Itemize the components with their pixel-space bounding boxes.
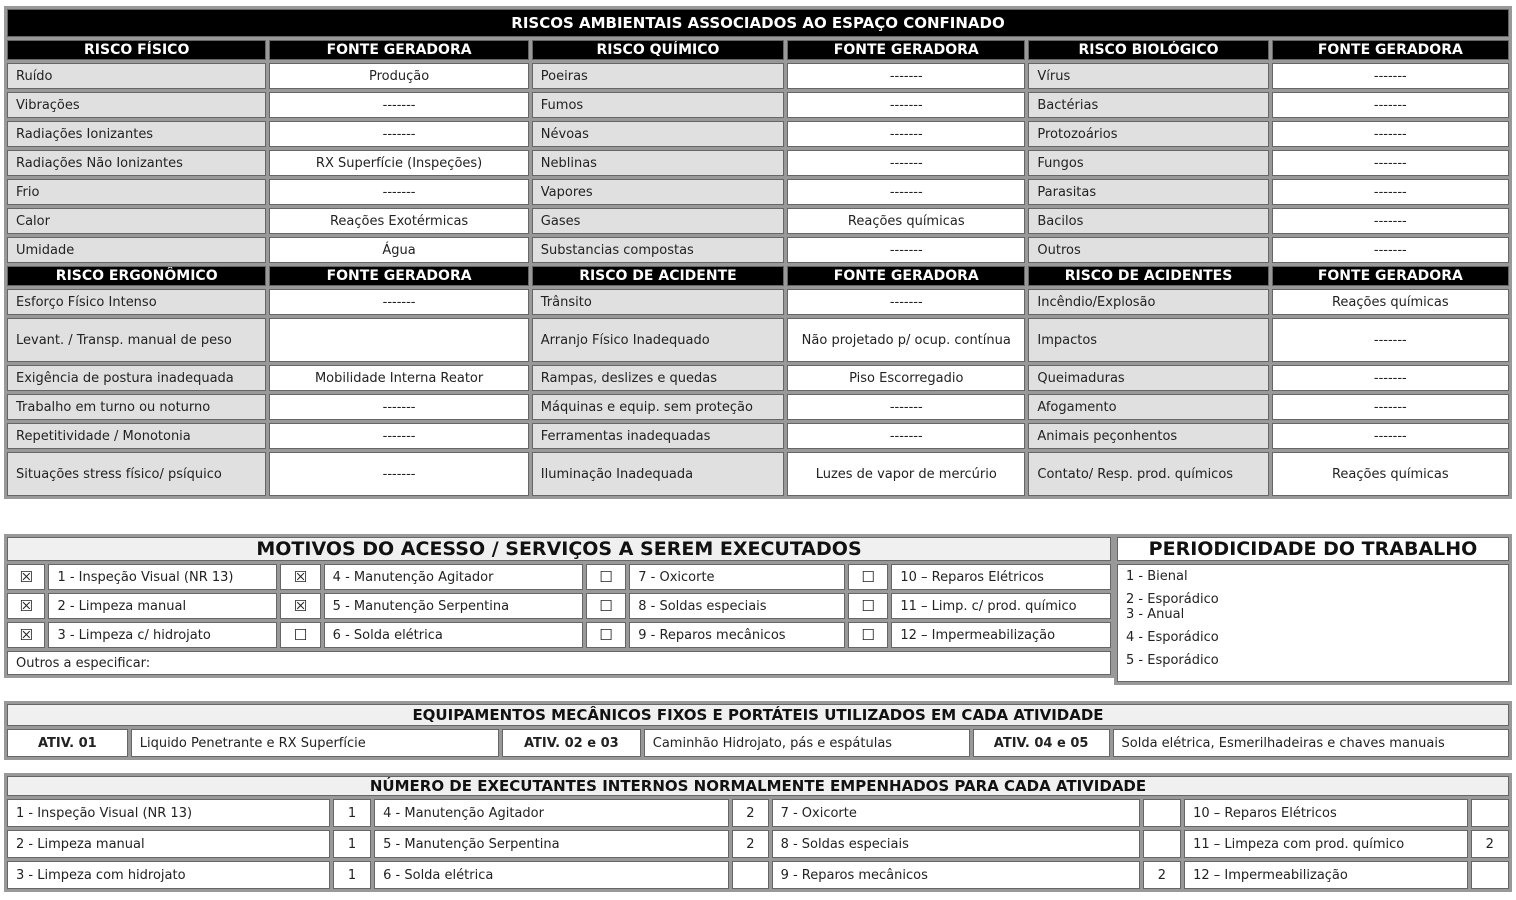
checkbox-checked[interactable]: ☒ bbox=[7, 622, 45, 648]
service-label: 1 - Inspeção Visual (NR 13) bbox=[48, 564, 277, 590]
risco-cell: Outros bbox=[1028, 237, 1268, 263]
fonte-cell: Água bbox=[269, 237, 528, 263]
activity-label: 4 - Manutenção Agitador bbox=[374, 799, 729, 827]
risco-cell: Exigência de postura inadequada bbox=[7, 365, 266, 391]
activity-label: 3 - Limpeza com hidrojato bbox=[7, 861, 330, 889]
column-header: FONTE GERADORA bbox=[787, 266, 1025, 286]
periodicidade-item: 1 - Bienal bbox=[1126, 569, 1188, 584]
activity-label: 10 – Reparos Elétricos bbox=[1184, 799, 1467, 827]
equipamentos-table bbox=[4, 701, 1512, 760]
risco-cell: Rampas, deslizes e quedas bbox=[532, 365, 784, 391]
risco-cell: Poeiras bbox=[532, 63, 784, 89]
checkbox-unchecked[interactable]: ☐ bbox=[848, 622, 888, 648]
table-row bbox=[7, 830, 1509, 858]
checkbox-checked[interactable]: ☒ bbox=[7, 564, 45, 590]
risco-cell: Fumos bbox=[532, 92, 784, 118]
fonte-cell: ------- bbox=[1272, 208, 1509, 234]
table-row bbox=[7, 861, 1509, 889]
periodicidade-table bbox=[1114, 534, 1512, 685]
table-row bbox=[7, 208, 1509, 234]
activity-label: 12 – Impermeabilização bbox=[1184, 861, 1467, 889]
fonte-cell: ------- bbox=[787, 394, 1025, 420]
table-row bbox=[7, 121, 1509, 147]
ativ-label: ATIV. 01 bbox=[7, 729, 128, 757]
fonte-cell: Reações químicas bbox=[787, 208, 1025, 234]
table-row bbox=[7, 150, 1509, 176]
riscos-title: RISCOS AMBIENTAIS ASSOCIADOS AO ESPAÇO CONFINADO bbox=[7, 9, 1509, 37]
risco-cell: Contato/ Resp. prod. químicos bbox=[1028, 452, 1268, 496]
risco-cell: Impactos bbox=[1028, 318, 1268, 362]
service-label: 6 - Solda elétrica bbox=[324, 622, 583, 648]
risco-cell: Incêndio/Explosão bbox=[1028, 289, 1268, 315]
fonte-cell: ------- bbox=[1272, 365, 1509, 391]
service-label: 2 - Limpeza manual bbox=[48, 593, 277, 619]
activity-label: 8 - Soldas especiais bbox=[772, 830, 1140, 858]
risco-cell: Umidade bbox=[7, 237, 266, 263]
table-row bbox=[7, 289, 1509, 315]
periodicidade-list bbox=[1117, 564, 1509, 682]
risco-cell: Bacilos bbox=[1028, 208, 1268, 234]
fonte-cell: ------- bbox=[1272, 92, 1509, 118]
fonte-cell: ------- bbox=[787, 150, 1025, 176]
risco-cell: Névoas bbox=[532, 121, 784, 147]
outros-field[interactable]: Outros a especificar: bbox=[7, 651, 1111, 675]
service-label: 9 - Reparos mecânicos bbox=[629, 622, 845, 648]
executantes-title: NÚMERO DE EXECUTANTES INTERNOS NORMALMENTE EMPENHADOS PARA CADA ATIVIDADE bbox=[7, 776, 1509, 796]
risco-cell: Fungos bbox=[1028, 150, 1268, 176]
fonte-cell: RX Superfície (Inspeções) bbox=[269, 150, 528, 176]
checkbox-checked[interactable]: ☒ bbox=[280, 593, 320, 619]
executantes-count: 1 bbox=[333, 861, 371, 889]
table-row bbox=[7, 452, 1509, 496]
column-header: FONTE GERADORA bbox=[269, 266, 528, 286]
table-row bbox=[7, 365, 1509, 391]
fonte-cell: ------- bbox=[1272, 394, 1509, 420]
fonte-cell: ------- bbox=[787, 179, 1025, 205]
risco-cell: Repetitividade / Monotonia bbox=[7, 423, 266, 449]
executantes-table bbox=[4, 773, 1512, 892]
fonte-cell: ------- bbox=[1272, 63, 1509, 89]
table-row bbox=[7, 423, 1509, 449]
table-row bbox=[7, 318, 1509, 362]
fonte-cell: ------- bbox=[269, 92, 528, 118]
periodicidade-item: 3 - Anual bbox=[1126, 607, 1185, 622]
column-header: RISCO QUÍMICO bbox=[532, 40, 784, 60]
fonte-cell: Reações químicas bbox=[1272, 289, 1509, 315]
checkbox-unchecked[interactable]: ☐ bbox=[586, 593, 626, 619]
risco-cell: Trânsito bbox=[532, 289, 784, 315]
column-header: RISCO DE ACIDENTE bbox=[532, 266, 784, 286]
risco-cell: Parasitas bbox=[1028, 179, 1268, 205]
risco-cell: Queimaduras bbox=[1028, 365, 1268, 391]
activity-label: 5 - Manutenção Serpentina bbox=[374, 830, 729, 858]
risco-cell: Ferramentas inadequadas bbox=[532, 423, 784, 449]
checkbox-checked[interactable]: ☒ bbox=[7, 593, 45, 619]
fonte-cell: ------- bbox=[1272, 318, 1509, 362]
fonte-cell: Reações Exotérmicas bbox=[269, 208, 528, 234]
periodicidade-title: PERIODICIDADE DO TRABALHO bbox=[1117, 537, 1509, 561]
activity-label: 6 - Solda elétrica bbox=[374, 861, 729, 889]
fonte-cell: ------- bbox=[269, 394, 528, 420]
risco-cell: Vírus bbox=[1028, 63, 1268, 89]
fonte-cell: Mobilidade Interna Reator bbox=[269, 365, 528, 391]
table-row bbox=[7, 564, 1111, 590]
risco-cell: Calor bbox=[7, 208, 266, 234]
risco-cell: Máquinas e equip. sem proteção bbox=[532, 394, 784, 420]
motivos-title: MOTIVOS DO ACESSO / SERVIÇOS A SEREM EXECUTADOS bbox=[7, 537, 1111, 561]
risco-cell: Iluminação Inadequada bbox=[532, 452, 784, 496]
executantes-count bbox=[1143, 830, 1181, 858]
fonte-cell: ------- bbox=[787, 289, 1025, 315]
risco-cell: Arranjo Físico Inadequado bbox=[532, 318, 784, 362]
risco-cell: Bactérias bbox=[1028, 92, 1268, 118]
risco-cell: Afogamento bbox=[1028, 394, 1268, 420]
fonte-cell bbox=[269, 318, 528, 362]
risco-cell: Situações stress físico/ psíquico bbox=[7, 452, 266, 496]
checkbox-unchecked[interactable]: ☐ bbox=[586, 564, 626, 590]
checkbox-checked[interactable]: ☒ bbox=[280, 564, 320, 590]
executantes-count bbox=[1471, 861, 1509, 889]
executantes-count: 2 bbox=[732, 830, 768, 858]
risco-cell: Esforço Físico Intenso bbox=[7, 289, 266, 315]
executantes-count bbox=[732, 861, 768, 889]
periodicidade-item: 2 - Esporádico bbox=[1126, 592, 1219, 607]
risco-cell: Substancias compostas bbox=[532, 237, 784, 263]
fonte-cell: ------- bbox=[269, 452, 528, 496]
table-row bbox=[7, 92, 1509, 118]
fonte-cell: ------- bbox=[1272, 423, 1509, 449]
table-row bbox=[7, 622, 1111, 648]
risco-cell: Levant. / Transp. manual de peso bbox=[7, 318, 266, 362]
executantes-count: 2 bbox=[1471, 830, 1509, 858]
risco-cell: Radiações Não Ionizantes bbox=[7, 150, 266, 176]
risco-cell: Neblinas bbox=[532, 150, 784, 176]
checkbox-unchecked[interactable]: ☐ bbox=[586, 622, 626, 648]
table-row bbox=[7, 799, 1509, 827]
fonte-cell: ------- bbox=[787, 423, 1025, 449]
motivos-table bbox=[4, 534, 1114, 678]
fonte-cell: ------- bbox=[787, 121, 1025, 147]
fonte-cell: ------- bbox=[787, 92, 1025, 118]
activity-label: 9 - Reparos mecânicos bbox=[772, 861, 1140, 889]
risco-cell: Vibrações bbox=[7, 92, 266, 118]
fonte-cell: Reações químicas bbox=[1272, 452, 1509, 496]
table-row bbox=[7, 593, 1111, 619]
table-row bbox=[7, 237, 1509, 263]
executantes-count: 1 bbox=[333, 799, 371, 827]
checkbox-unchecked[interactable]: ☐ bbox=[280, 622, 320, 648]
service-label: 5 - Manutenção Serpentina bbox=[324, 593, 583, 619]
fonte-cell: ------- bbox=[269, 423, 528, 449]
fonte-cell: ------- bbox=[1272, 121, 1509, 147]
fonte-cell: Luzes de vapor de mercúrio bbox=[787, 452, 1025, 496]
periodicidade-item: 4 - Esporádico bbox=[1126, 630, 1219, 645]
column-header: FONTE GERADORA bbox=[1272, 266, 1509, 286]
executantes-count bbox=[1471, 799, 1509, 827]
table-row bbox=[7, 179, 1509, 205]
service-label: 3 - Limpeza c/ hidrojato bbox=[48, 622, 277, 648]
ativ-label: ATIV. 02 e 03 bbox=[502, 729, 641, 757]
table-row bbox=[7, 394, 1509, 420]
executantes-count: 2 bbox=[1143, 861, 1181, 889]
checkbox-unchecked[interactable]: ☐ bbox=[848, 564, 888, 590]
fonte-cell: Não projetado p/ ocup. contínua bbox=[787, 318, 1025, 362]
fonte-cell: ------- bbox=[787, 63, 1025, 89]
fonte-cell: ------- bbox=[269, 121, 528, 147]
executantes-count bbox=[1143, 799, 1181, 827]
executantes-count: 1 bbox=[333, 830, 371, 858]
equipment-value: Caminhão Hidrojato, pás e espátulas bbox=[644, 729, 970, 757]
table-row bbox=[7, 63, 1509, 89]
executantes-count: 2 bbox=[732, 799, 768, 827]
checkbox-unchecked[interactable]: ☐ bbox=[848, 593, 888, 619]
activity-label: 7 - Oxicorte bbox=[772, 799, 1140, 827]
column-header: FONTE GERADORA bbox=[1272, 40, 1509, 60]
fonte-cell: ------- bbox=[269, 289, 528, 315]
periodicidade-item: 5 - Esporádico bbox=[1126, 653, 1219, 668]
risco-cell: Protozoários bbox=[1028, 121, 1268, 147]
service-label: 8 - Soldas especiais bbox=[629, 593, 845, 619]
risco-cell: Radiações Ionizantes bbox=[7, 121, 266, 147]
service-label: 11 – Limp. c/ prod. químico bbox=[891, 593, 1111, 619]
service-label: 10 – Reparos Elétricos bbox=[891, 564, 1111, 590]
fonte-cell: ------- bbox=[269, 179, 528, 205]
service-label: 12 – Impermeabilização bbox=[891, 622, 1111, 648]
column-header: RISCO FÍSICO bbox=[7, 40, 266, 60]
column-header: RISCO ERGONÔMICO bbox=[7, 266, 266, 286]
risco-cell: Vapores bbox=[532, 179, 784, 205]
column-header: FONTE GERADORA bbox=[787, 40, 1025, 60]
fonte-cell: Produção bbox=[269, 63, 528, 89]
activity-label: 2 - Limpeza manual bbox=[7, 830, 330, 858]
activity-label: 1 - Inspeção Visual (NR 13) bbox=[7, 799, 330, 827]
column-header: RISCO BIOLÓGICO bbox=[1028, 40, 1268, 60]
service-label: 4 - Manutenção Agitador bbox=[324, 564, 583, 590]
service-label: 7 - Oxicorte bbox=[629, 564, 845, 590]
risco-cell: Frio bbox=[7, 179, 266, 205]
equipment-value: Liquido Penetrante e RX Superfície bbox=[131, 729, 499, 757]
fonte-cell: ------- bbox=[1272, 179, 1509, 205]
risco-cell: Gases bbox=[532, 208, 784, 234]
fonte-cell: Piso Escorregadio bbox=[787, 365, 1025, 391]
column-header: RISCO DE ACIDENTES bbox=[1028, 266, 1268, 286]
equipment-value: Solda elétrica, Esmerilhadeiras e chaves manuais bbox=[1113, 729, 1509, 757]
risco-cell: Trabalho em turno ou noturno bbox=[7, 394, 266, 420]
column-header: FONTE GERADORA bbox=[269, 40, 528, 60]
risco-cell: Ruído bbox=[7, 63, 266, 89]
fonte-cell: ------- bbox=[1272, 150, 1509, 176]
riscos-table bbox=[4, 6, 1512, 499]
ativ-label: ATIV. 04 e 05 bbox=[973, 729, 1110, 757]
activity-label: 11 – Limpeza com prod. químico bbox=[1184, 830, 1467, 858]
equipamentos-title: EQUIPAMENTOS MECÂNICOS FIXOS E PORTÁTEIS UTILIZADOS EM CADA ATIVIDADE bbox=[7, 704, 1509, 726]
risco-cell: Animais peçonhentos bbox=[1028, 423, 1268, 449]
fonte-cell: ------- bbox=[1272, 237, 1509, 263]
fonte-cell: ------- bbox=[787, 237, 1025, 263]
